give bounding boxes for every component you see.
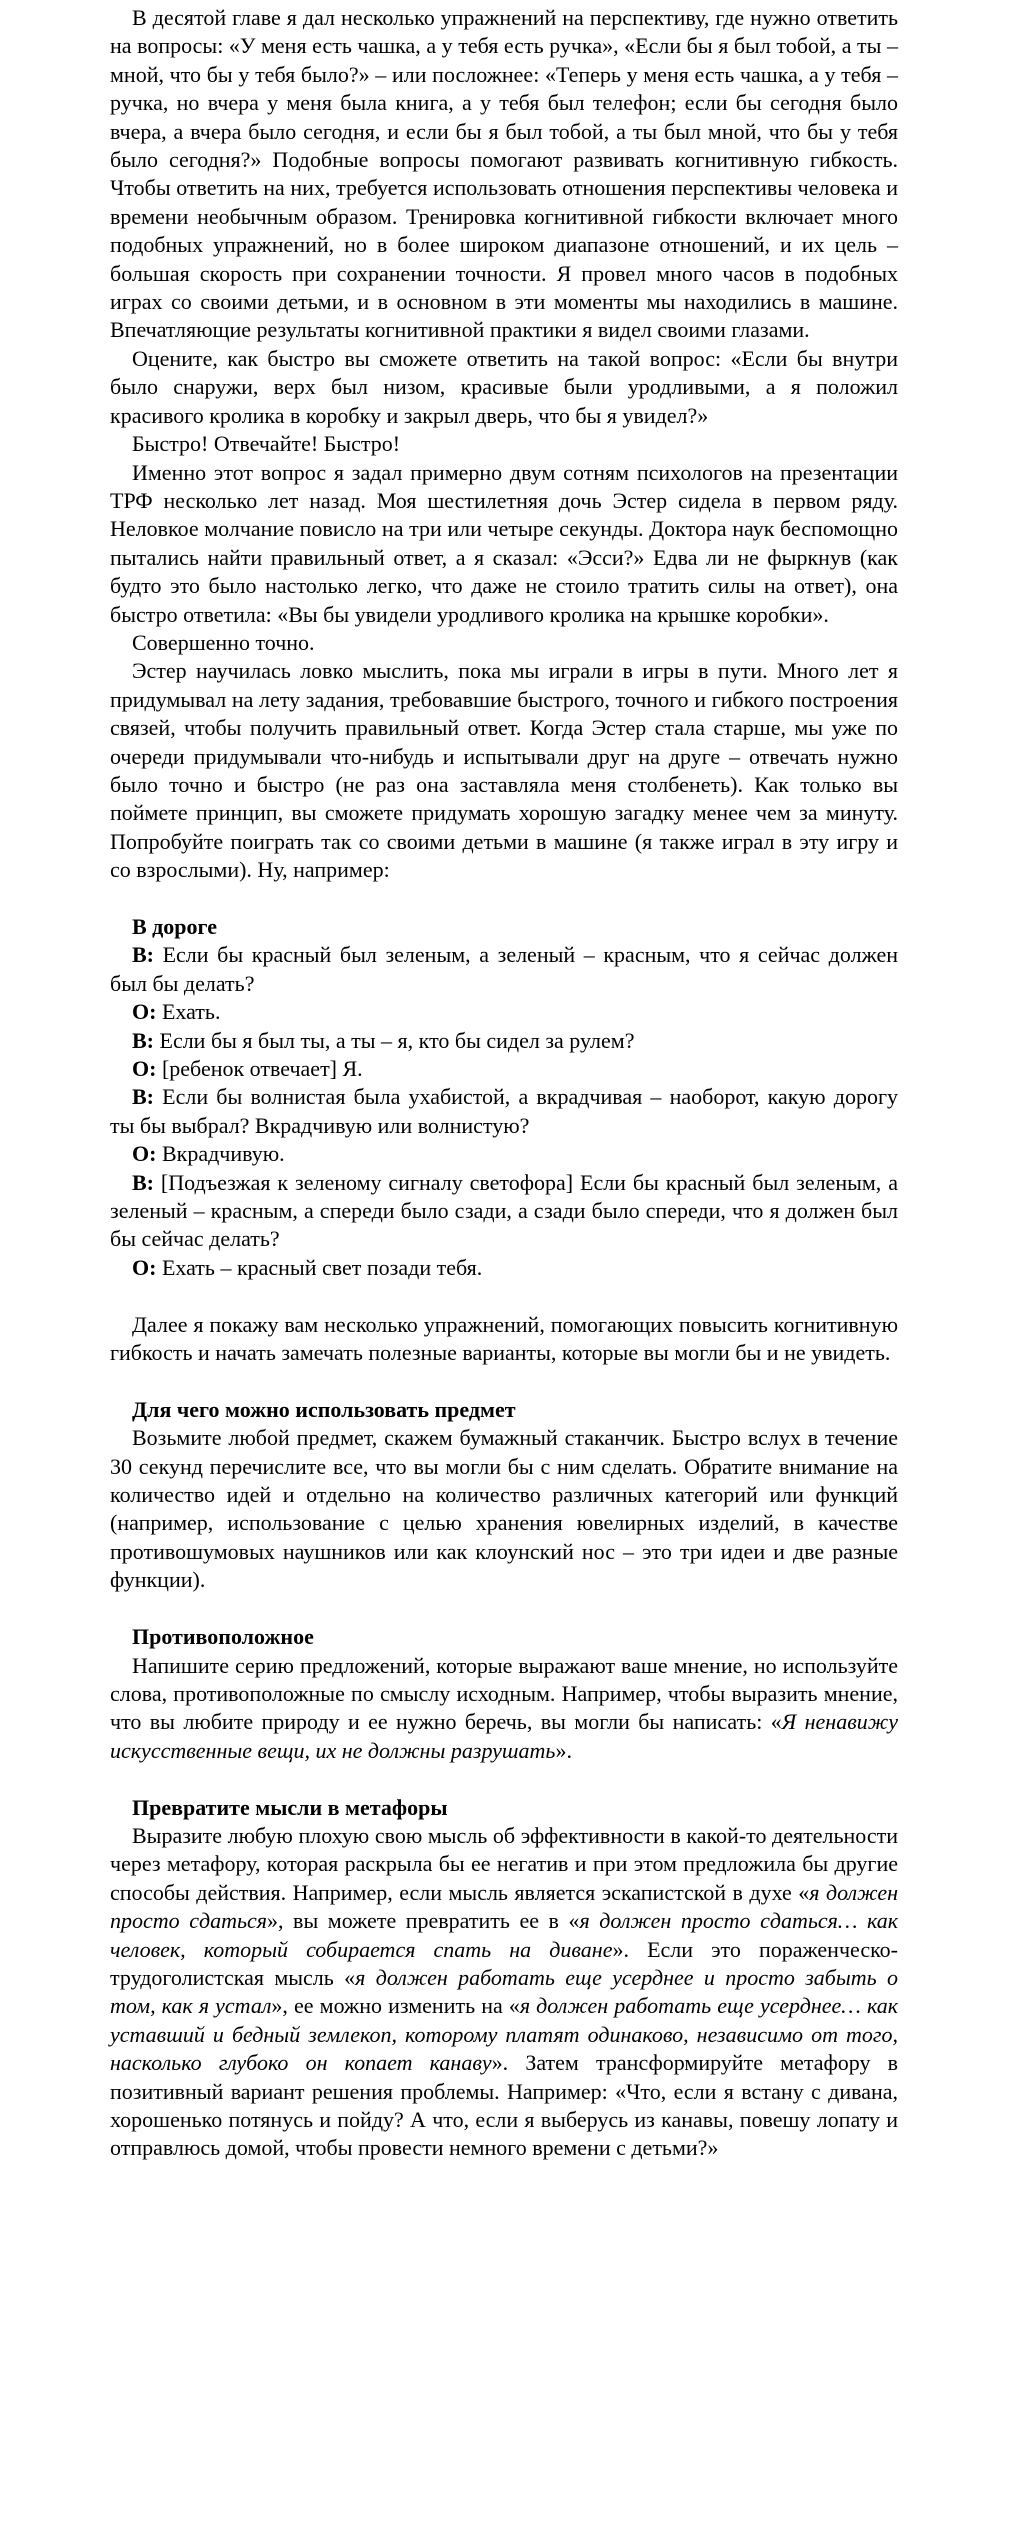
speaker-label: В: [132,942,154,968]
text-run: [ребенок отвечает] Я. [156,1056,363,1082]
text-run: Превратите мысли в метафоры [132,1794,448,1820]
text-run: ». Если это пораженческо-трудоголистская мысль « [110,1936,898,1990]
text-run: Для чего можно использовать предмет [132,1396,516,1422]
section-heading [110,913,898,941]
paragraph [110,657,898,884]
speaker-label: О: [132,1254,157,1280]
text-run: Возьмите любой предмет, скажем бумажный стаканчик. Быстро вслух в течение 30 секунд перечислите все, что вы могли бы с ним сделать. Обратите внимание на количество идей и отдельно на количество различных категорий или функций (например, использование с целью хранения ювелирных изделий, в качестве противошумовых наушников или как клоунский нос – это три идеи и две разные функции). [110,1425,898,1593]
text-run: Эстер научилась ловко мыслить, пока мы играли в игры в пути. Много лет я придумывал на лету задания, требовавшие быстрого, точного и гибкого построения связей, чтобы получить правильный ответ. Когда Эстер стала старше, мы уже по очереди придумывали что-нибудь и испытывали друг на друге – отвечать нужно было точно и быстро (не раз она заставляла меня столбенеть). Как только вы поймете принцип, вы сможете придумать хорошую загадку менее чем за минуту. Попробуйте поиграть так со своими детьми в машине (я также играл в эту игру и со взрослыми). Ну, например: [110,658,898,883]
dialogue-line [110,998,898,1026]
text-run: », ее можно изменить на « [271,1993,520,2019]
text-run: Вкрадчивую. [156,1141,285,1167]
text-run: ». Затем трансформируйте метафору в позитивный вариант решения проблемы. Например: «Что, если я встану с дивана, хорошенько потянусь и пойду? А что, если я выберусь из канавы, повешу лопату и отправлюсь домой, чтобы провести немного времени с детьми?» [110,2050,899,2161]
speaker-label: О: [132,999,157,1025]
paragraph [110,345,898,430]
text-run: В дороге [132,913,218,939]
italic-quote: я должен работать еще усерднее и просто забыть о том, как я устал [110,1964,899,2019]
text-column [110,4,898,2163]
text-run: », вы можете превратить ее в « [267,1908,580,1934]
dialogue-line [110,1169,898,1254]
dialogue-line [110,1254,898,1282]
paragraph [110,1822,898,2163]
paragraph [110,430,898,458]
dialogue-line [110,941,898,998]
text-run: Именно этот вопрос я задал примерно двум сотням психологов на презентации ТРФ несколько лет назад. Моя шестилетняя дочь Эстер сидела в первом ряду. Неловкое молчание повисло на три или четыре секунды. Доктора наук беспомощно пытались найти правильный ответ, а я сказал: «Эсси?» Едва ли не фыркнув (как будто это было настолько легко, что даже не стоило тратить силы на ответ), она быстро ответила: «Вы бы увидели уродливого кролика на крышке коробки». [110,459,898,627]
text-run: Ехать. [156,999,221,1025]
italic-quote: я должен работать еще усерднее… как уставший и бедный землекоп, которому платят одинаково, независимо от того, насколько глубоко он копает канаву [110,1993,898,2076]
text-run: В десятой главе я дал несколько упражнений на перспективу, где нужно ответить на вопросы: «У меня есть чашка, а у тебя есть ручка», «Если бы я был тобой, а ты – мной, что бы у тебя было?» – или посложнее: «Теперь у меня есть чашка, а у тебя – ручка, но вчера у меня была книга, а у тебя был телефон; если бы сегодня было вчера, а вчера было сегодня, и если бы я был тобой, а ты был мной, что бы у тебя было сегодня?» Подобные вопросы помогают развивать когнитивную гибкость. Чтобы ответить на них, требуется использовать отношения перспективы человека и времени необычным образом. Тренировка когнитивной гибкости включает много подобных упражнений, но в более широком диапазоне отношений, и их цель – большая скорость при сохранении точности. Я провел много часов в подобных играх со своими детьми, и в основном в эти моменты мы находились в машине. Впечатляющие результаты когнитивной практики я видел своими глазами. [110,5,898,343]
section-heading [110,1623,898,1651]
speaker-label: О: [132,1141,157,1167]
text-run: Далее я покажу вам несколько упражнений, помогающих повысить когнитивную гибкость и начать замечать полезные варианты, которые вы могли бы и не увидеть. [110,1311,898,1366]
dialogue-line [110,1083,898,1140]
italic-quote: я должен просто сдаться [110,1879,898,1934]
text-run: Выразите любую плохую свою мысль об эффективности в какой-то деятельности через метафору, которая раскрыла бы ее негатив и при этом предложила бы другие способы действия. Например, если мысль является эскапистской в духе « [110,1822,898,1905]
paragraph [110,1311,898,1368]
text-run: ». [555,1737,572,1763]
dialogue-line [110,1027,898,1055]
italic-quote: я должен просто сдаться… как человек, который собирается спать на диване [110,1908,899,1962]
speaker-label: В: [132,1084,154,1110]
text-run: Напишите серию предложений, которые выражают ваше мнение, но используйте слова, противоположные по смыслу исходным. Например, чтобы выразить мнение, что вы любите природу и ее нужно беречь, вы могли бы написать: « [110,1652,898,1735]
text-run: Если бы волнистая была ухабистой, а вкрадчивая – наоборот, какую дорогу ты бы выбрал? Вкрадчивую или волнистую? [110,1084,898,1138]
paragraph [110,1652,898,1766]
paragraph [110,1424,898,1594]
dialogue-line [110,1055,898,1083]
text-run: [Подъезжая к зеленому сигналу светофора] Если бы красный был зеленым, а зеленый – красным, а спереди было сзади, а сзади было спереди, что я должен был бы сейчас делать? [110,1169,898,1252]
italic-quote: Я ненавижу искусственные вещи, их не должны разрушать [110,1709,898,1763]
text-run: Ехать – красный свет позади тебя. [156,1254,483,1280]
speaker-label: О: [132,1056,157,1082]
paragraph [110,4,898,345]
text-run: Оцените, как быстро вы сможете ответить на такой вопрос: «Если бы внутри было снаружи, верх был низом, красивые были уродливыми, а я положил красивого кролика в коробку и закрыл дверь, что бы я увидел?» [110,345,898,428]
section-heading [110,1794,898,1822]
text-run: Если бы я был ты, а ты – я, кто бы сидел за рулем? [154,1027,635,1053]
speaker-label: В: [132,1169,154,1195]
text-run: Совершенно точно. [132,629,315,655]
text-run: Противоположное [132,1624,314,1650]
paragraph [110,629,898,657]
paragraph [110,459,898,629]
dialogue-line [110,1140,898,1168]
speaker-label: В: [132,1027,154,1053]
text-run: Если бы красный был зеленым, а зеленый – красным, что я сейчас должен был бы делать? [110,942,898,996]
text-run: Быстро! Отвечайте! Быстро! [132,431,401,457]
section-heading [110,1396,898,1424]
